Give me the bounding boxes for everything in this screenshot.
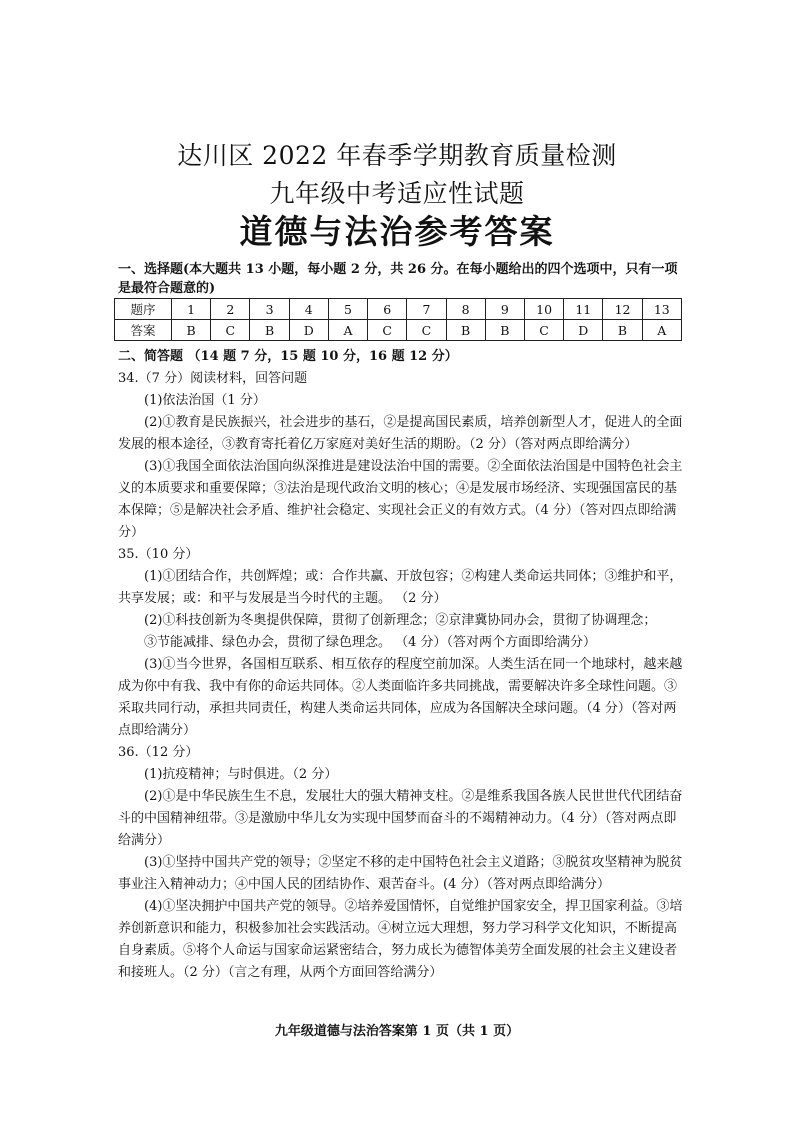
question-34-answer-1: (1)依法治国（1 分） <box>144 393 266 408</box>
question-36-answer-2: (2)①是中华民族生生不息，发展壮大的强大精神支柱。②是维系我国各族人民世世代代团结奋斗的中国精神纽带。③是激励中华儿女为实现中国梦而奋斗的不竭精神动力。（4 分）（答对两点即给满分） <box>118 789 683 848</box>
table-cell: 7 <box>407 299 446 320</box>
table-cell: 5 <box>328 299 367 320</box>
table-cell: D <box>289 320 328 341</box>
table-cell: C <box>368 320 407 341</box>
table-cell: B <box>603 320 642 341</box>
question-35-answer-3: (3)①当今世界，各国相互联系、相互依存的程度空前加深。人类生活在同一个地球村，越来越成为你中有我、我中有你的命运共同体。②人类面临许多共同挑战，需要解决许多全球性问题。③采取共同行动，承担共同责任，构建人类命运共同体，应成为各国解决全球问题。（4 分）（答对两点即给满分） <box>118 657 683 738</box>
page-footer: 九年级道德与法治答案第 1 页（共 1 页） <box>274 1024 520 1039</box>
table-cell: 6 <box>368 299 407 320</box>
table-cell: 12 <box>603 299 642 320</box>
question-36-answer-1: (1)抗疫精神；与时俱进。（2 分） <box>144 767 338 782</box>
table-cell: 3 <box>250 299 289 320</box>
table-cell: C <box>524 320 563 341</box>
table-cell: D <box>564 320 603 341</box>
table-cell: C <box>211 320 250 341</box>
question-35-answer-2-line2: ③节能减排、绿色办会，贯彻了绿色理念。 （4 分）（答对两个方面即给满分） <box>144 635 597 650</box>
question-36-answer-4: (4)①坚决拥护中国共产党的领导。②培养爱国情怀，自觉维护国家安全，捍卫国家利益。③培养创新意识和能力，积极参加社会实践活动。④树立远大理想，努力学习科学文化知识，不断提高自身素质。⑤将个人命运与国家命运紧密结合，努力成长为德智体美劳全面发展的社会主义建设者和接班人。（2 分）（言之有理，从两个方面回答给满分） <box>118 899 683 980</box>
table-cell: B <box>172 320 211 341</box>
table-row-answers <box>115 320 682 341</box>
table-cell: A <box>328 320 367 341</box>
question-34-answer-2: (2)①教育是民族振兴，社会进步的基石，②是提高国民素质，培养创新型人才，促进人的全面发展的根本途径，③教育寄托着亿万家庭对美好生活的期盼。（2 分）（答对两点即给满分） <box>118 415 683 452</box>
table-cell: 1 <box>172 299 211 320</box>
answer-table <box>114 298 682 341</box>
table-cell: 2 <box>211 299 250 320</box>
table-cell: A <box>642 320 681 341</box>
table-cell: 4 <box>289 299 328 320</box>
table-row-label: 题序 <box>115 299 172 320</box>
answers-body <box>118 346 684 984</box>
table-cell: 8 <box>446 299 485 320</box>
table-cell: B <box>485 320 524 341</box>
question-36-title: 36.（12 分） <box>118 745 199 760</box>
question-35-title: 35.（10 分） <box>118 547 199 562</box>
question-34-title: 34.（7 分）阅读材料，回答问题 <box>118 371 308 386</box>
question-35-answer-2-line1: (2)①科技创新为冬奥提供保障，贯彻了创新理念；②京津冀协同办会，贯彻了协调理念； <box>144 613 657 628</box>
table-cell: B <box>250 320 289 341</box>
section2-heading: 二、简答题 （14 题 7 分，15 题 10 分，16 题 12 分） <box>118 349 458 364</box>
table-cell: B <box>446 320 485 341</box>
document-title-line2: 九年级中考适应性试题 <box>269 179 525 208</box>
table-cell: 13 <box>642 299 681 320</box>
section1-heading: 一、选择题(本大题共 13 小题，每小题 2 分，共 26 分。在每小题给出的四个选项中，只有一项是最符合题意的) <box>118 262 678 296</box>
table-row-label: 答案 <box>115 320 172 341</box>
table-cell: 11 <box>564 299 603 320</box>
table-cell: C <box>407 320 446 341</box>
question-35-answer-1: (1)①团结合作，共创辉煌；或：合作共赢、开放包容；②构建人类命运共同体；③维护和平，共享发展；或：和平与发展是当今时代的主题。 （2 分） <box>118 569 683 606</box>
table-cell: 10 <box>524 299 563 320</box>
document-title-main: 道德与法治参考答案 <box>239 212 555 251</box>
table-cell: 9 <box>485 299 524 320</box>
question-34-answer-3: (3)①我国全面依法治国向纵深推进是建设法治中国的需要。②全面依法治国是中国特色社会主义的本质要求和重要保障；③法治是现代政治文明的核心；④是发展市场经济、实现强国富民的基本保障；⑤是解决社会矛盾、维护社会稳定、实现社会正义的有效方式。（4 分）（答对四点即给满分） <box>118 459 683 540</box>
question-36-answer-3: (3)①坚持中国共产党的领导；②坚定不移的走中国特色社会主义道路；③脱贫攻坚精神为脱贫事业注入精神动力；④中国人民的团结协作、艰苦奋斗。(4 分）（答对两点即给满分） <box>118 855 683 892</box>
document-title-line1: 达川区 2022 年春季学期教育质量检测 <box>177 141 617 170</box>
table-row-numbers <box>115 299 682 320</box>
